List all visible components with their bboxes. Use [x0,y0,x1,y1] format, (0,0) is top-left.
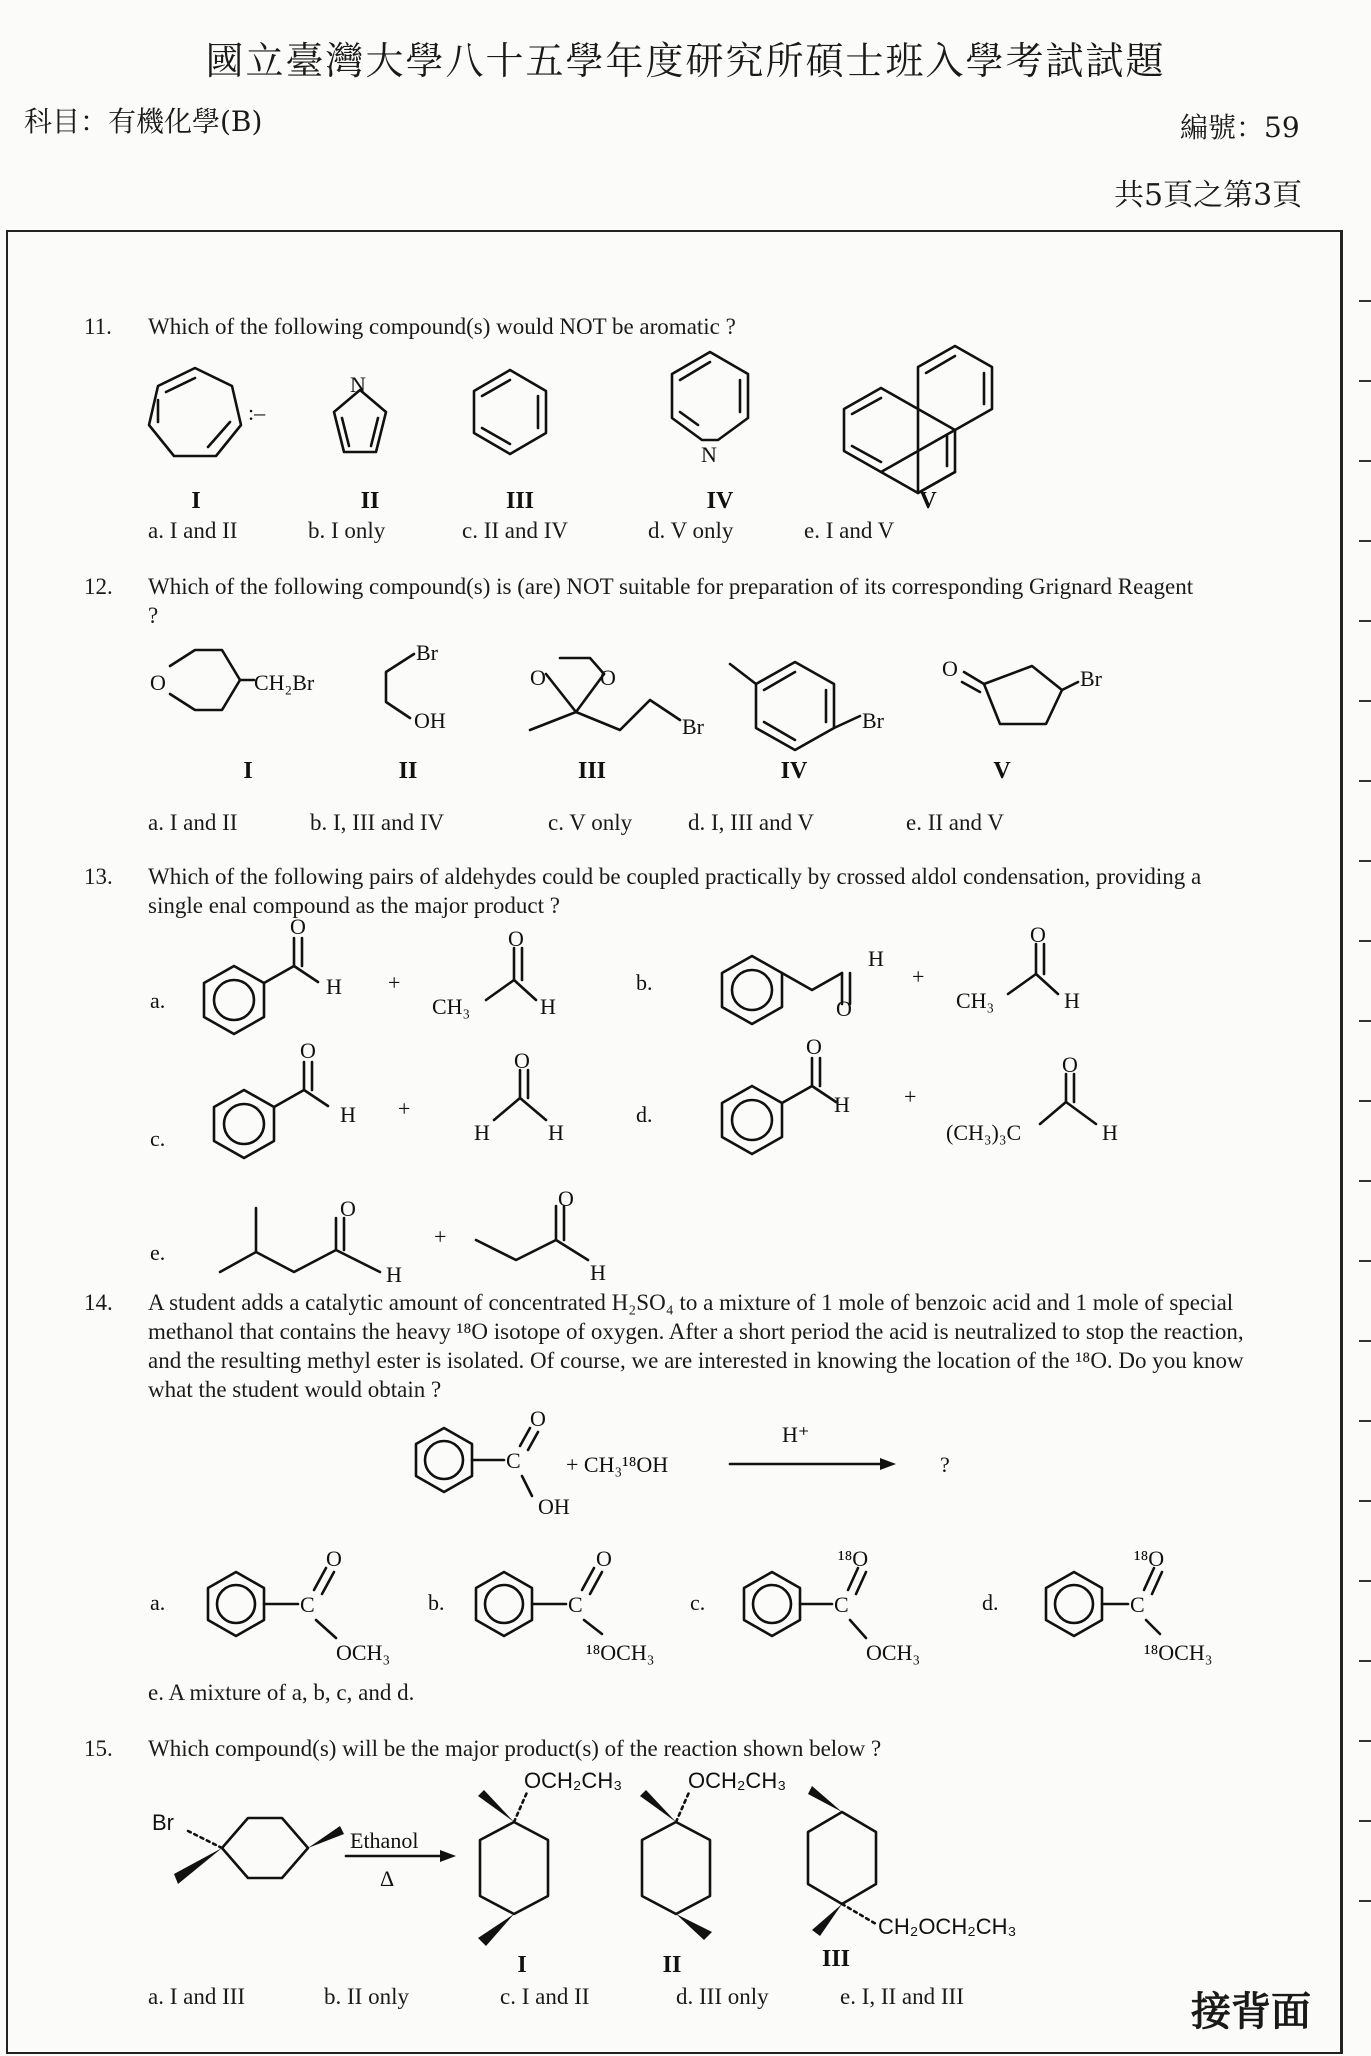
q11-option-b: b. I only [308,518,386,543]
q13-c-H2: H [474,1120,490,1145]
q12-V-O: O [942,656,958,681]
q15-number: 15. [84,1736,113,1761]
q13-d-O2: O [1062,1052,1078,1077]
q12-text: Which of the following compound(s) is (are) NOT suitable for preparation of its corresponding Grignard Reagent ? [148,574,1194,628]
q13-d-plus: + [904,1084,917,1109]
q13-c-plus: + [398,1096,411,1121]
q13-b-plus: + [912,964,925,989]
q12-number: 12. [84,574,113,599]
q11-atom-N: N [350,372,366,397]
q12-II-Br: Br [416,640,438,665]
q14-letter-a: a. [150,1590,166,1615]
q15-option-b: b. II only [324,1984,409,2009]
q13-d-tBu: (CH₃)₃C [946,1120,1022,1145]
q13-e-H: H [386,1262,402,1287]
q11-option-d: d. V only [648,518,734,543]
q12-III-Br: Br [682,714,704,739]
q13-letter-c: c. [150,1126,166,1151]
q14-c-OMe: OCH₃ [866,1640,921,1665]
q14-rxn-OH: OH [538,1494,570,1519]
q13-d-H2: H [1102,1120,1118,1145]
q13-a-O: O [290,914,306,939]
q14-d-C: C [1130,1592,1145,1617]
q13-e-O: O [340,1196,356,1221]
q11-option-a: a. I and II [148,518,238,543]
q11-label-V: V [919,488,937,514]
q14-d-O18Me: ¹⁸OCH₃ [1144,1640,1213,1665]
q13-c-H: H [340,1102,356,1127]
q12-option-b: b. I, III and IV [310,810,445,835]
q14-a-O: O [326,1546,342,1571]
q12-II-OH: OH [414,708,446,733]
q12-option-c: c. V only [548,810,633,835]
q13-b-O2: O [1030,922,1046,947]
q13-c-O: O [300,1038,316,1063]
q15-option-a: a. I and III [148,1984,246,2009]
q15-reactant [152,1810,344,1884]
q11-label-III: III [505,488,535,514]
q12-III-O1: O [530,665,546,690]
q14-a-C: C [300,1592,315,1617]
q12-label-I: I [243,758,253,784]
q13-text: Which of the following pairs of aldehydes could be coupled practically by crossed aldol condensation, providing a single enal compound as the major product ? [148,864,1202,918]
q14-b-O: O [596,1546,612,1571]
q14-b-O18Me: ¹⁸OCH₃ [586,1640,655,1665]
q11-anion-label: :– [248,400,266,425]
q15-option-e: e. I, II and III [840,1984,964,2009]
q12-V-Br: Br [1080,666,1102,691]
q12-option-a: a. I and II [148,810,238,835]
q11-label-I: I [191,488,201,514]
q13-b-O: O [836,996,852,1021]
q13-letter-b: b. [636,970,653,995]
exam-subject: 科目：有機化學(B) [24,105,263,138]
q11-label-II: II [360,488,380,514]
q13-b-H: H [868,946,884,971]
q12-label-IV: IV [780,758,808,784]
q14-a-OMe: OCH₃ [336,1640,391,1665]
q14-c-C: C [834,1592,849,1617]
q12-III-O2: O [600,665,616,690]
q14-d-O18: ¹⁸O [1134,1546,1165,1571]
q15-option-d: d. III only [676,1984,769,2009]
q14-c-O18: ¹⁸O [838,1546,869,1571]
q13-e-H2: H [590,1260,606,1285]
q15-label-II: II [662,1952,682,1978]
q15-heat: Δ [380,1866,395,1891]
q15-II-ether: OCH₂CH₃ [688,1768,787,1793]
q14-catalyst: H⁺ [782,1422,810,1447]
q14-text: A student adds a catalytic amount of concentrated H₂SO₄ to a mixture of 1 mole of benzoic acid and 1 mole of special methanol that contains the heavy ¹⁸O isotope of oxygen. After a short period the acid is neutralized to stop the reaction, and the resulting methyl ester is isolated. Of course, we are interested in knowing the location of the ¹⁸O. Do you know what the student would obtain ? [148,1290,1244,1402]
q14-option-e: e. A mixture of a, b, c, and d. [148,1680,415,1705]
page-indicator: 共5頁之第3頁 [1114,178,1303,213]
q12-label-V: V [993,758,1011,784]
q11-atom-N2: N [701,442,717,467]
q11-option-c: c. II and IV [462,518,569,543]
q13-letter-d: d. [636,1102,653,1127]
q11-label-IV: IV [706,488,734,514]
q12-IV-Br: Br [862,708,884,733]
q13-e-plus: + [434,1224,447,1249]
q12-label-II: II [398,758,418,784]
q14-letter-c: c. [690,1590,706,1615]
q13-d-H: H [834,1092,850,1117]
q13-d-O: O [806,1034,822,1059]
exam-code: 編號：59 [1180,111,1300,144]
q13-letter-e: e. [150,1240,166,1265]
q15-option-c: c. I and II [500,1984,590,2009]
q13-letter-a: a. [150,988,166,1013]
q11-option-e: e. I and V [804,518,895,543]
q11-text: Which of the following compound(s) would NOT be aromatic ? [148,314,736,339]
q15-label-III: III [821,1946,851,1972]
q11-number: 11. [84,314,112,339]
q15-text: Which compound(s) will be the major product(s) of the reaction shown below ? [148,1736,882,1761]
q12-I-O: O [150,670,166,695]
q13-a-CH3: CH₃ [432,994,471,1019]
q15-I-ether: OCH₂CH₃ [524,1768,623,1793]
q12-label-III: III [577,758,607,784]
q12-option-e: e. II and V [906,810,1004,835]
q14-letter-d: d. [982,1590,999,1615]
q13-c-H3: H [548,1120,564,1145]
q14-question-mark: ? [940,1452,950,1477]
q14-b-C: C [568,1592,583,1617]
q15-product-II [640,1768,786,1940]
q15-reagent: Ethanol [350,1828,419,1853]
q14-rxn-O: O [530,1406,546,1431]
q13-e-O2: O [558,1186,574,1211]
q15-product-III [808,1786,1016,1939]
q15-III-ether: CH₂OCH₂CH₃ [878,1914,1017,1939]
q13-a-plus: + [388,970,401,995]
continue-on-back-note: 接背面 [1191,1988,1311,2035]
q15-product-I [478,1768,622,1946]
q13-b-CH3: CH₃ [956,988,995,1013]
exam-title: 國立臺灣大學八十五學年度研究所碩士班入學考試試題 [205,39,1166,83]
q14-reagent: + CH₃¹⁸OH [566,1452,669,1477]
q12-I-CH2Br: CH₂Br [254,670,315,695]
q15-label-I: I [517,1952,527,1978]
q13-number: 13. [84,864,113,889]
q14-rxn-C: C [506,1448,521,1473]
q13-c-O2: O [514,1048,530,1073]
q13-a-H2: H [540,994,556,1019]
q13-a-O2: O [508,926,524,951]
q14-number: 14. [84,1290,113,1315]
q15-atom-Br: Br [152,1810,174,1835]
q14-letter-b: b. [428,1590,445,1615]
q12-option-d: d. I, III and V [688,810,815,835]
q13-a-H: H [326,974,342,999]
q13-b-H2: H [1064,988,1080,1013]
